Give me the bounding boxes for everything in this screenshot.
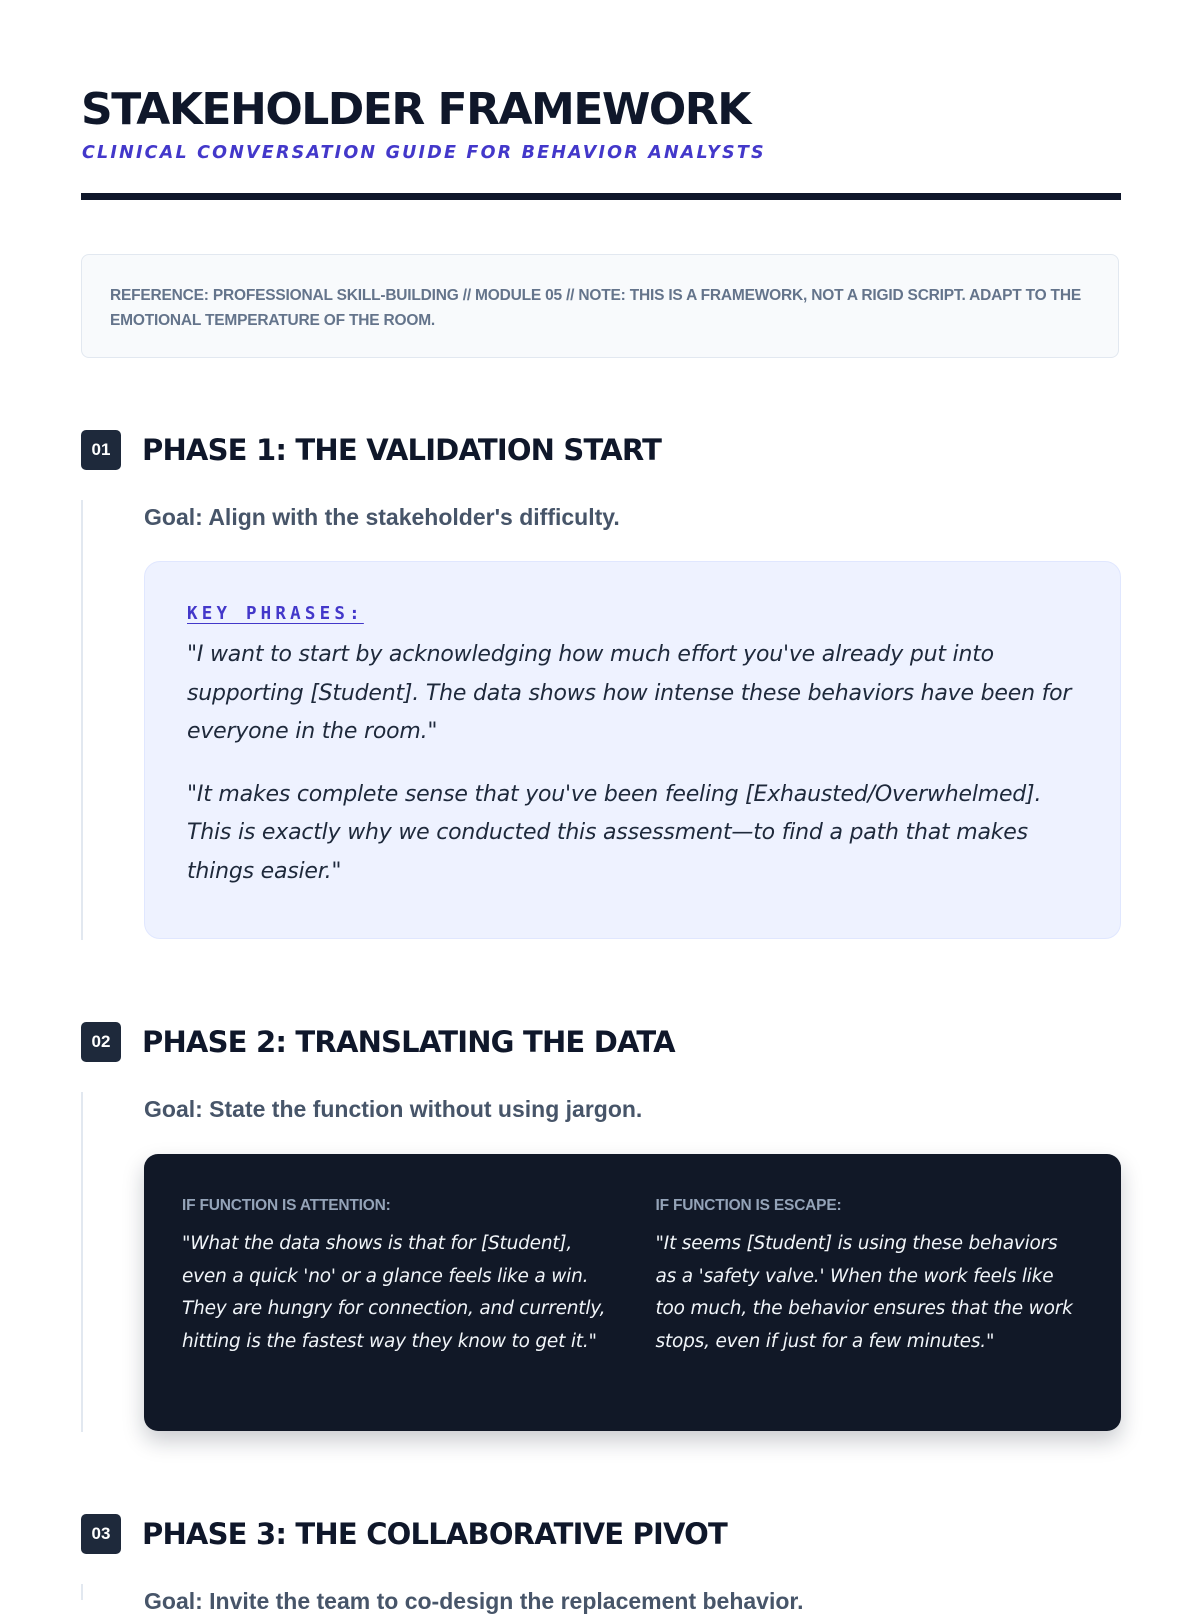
phase-3-goal: Goal: Invite the team to co-design the replacement behavior. — [144, 1588, 804, 1614]
key-phrases-card — [144, 561, 1121, 939]
phase-2-goal: Goal: State the function without using jargon. — [144, 1096, 643, 1122]
key-phrase-quote: "I want to start by acknowledging how much effort you've already put into supporting [Student]. The data shows how intense these behaviors have been for everyone in the room." — [187, 642, 1072, 744]
phase-1-title: PHASE 1: THE VALIDATION START — [142, 433, 662, 467]
function-attention-quote: "What the data shows is that for [Student], even a quick 'no' or a glance feels like a win. They are hungry for connection, and currently, hitting is the fastest way they know to get it." — [182, 1233, 606, 1352]
phase-1-goal: Goal: Align with the stakeholder's difficulty. — [144, 504, 620, 530]
document-title: STAKEHOLDER FRAMEWORK — [81, 84, 750, 135]
phase-3-accent-line — [81, 1584, 83, 1600]
phase-3-header — [81, 1514, 727, 1554]
header-divider — [81, 193, 1121, 200]
phase-3-number-badge: 03 — [81, 1514, 121, 1554]
function-escape-column — [656, 1196, 1084, 1431]
phase-3-title: PHASE 3: THE COLLABORATIVE PIVOT — [142, 1517, 727, 1551]
phase-1-accent-line — [81, 500, 83, 940]
phase-1-header — [81, 430, 661, 470]
phase-2-title: PHASE 2: TRANSLATING THE DATA — [142, 1025, 675, 1059]
function-escape-label: IF FUNCTION IS ESCAPE: — [655, 1197, 842, 1214]
function-escape-quote: "It seems [Student] is using these behaviors as a 'safety valve.' When the work feels like too much, the behavior ensures that the work stops, even if just for a few minutes." — [655, 1233, 1073, 1352]
document-subtitle: CLINICAL CONVERSATION GUIDE FOR BEHAVIOR ANALYSTS — [82, 143, 766, 163]
reference-note — [81, 254, 1119, 358]
key-phrases-label: KEY PHRASES: — [187, 604, 364, 624]
key-phrase-quote: "It makes complete sense that you've been feeling [Exhausted/Overwhelmed]. This is exactly why we conducted this assessment—to find a path that makes things easier." — [187, 781, 1042, 884]
phase-2-number-badge: 02 — [81, 1022, 121, 1062]
function-attention-column — [182, 1196, 610, 1431]
phase-1-number-badge: 01 — [81, 430, 121, 470]
function-attention-label: IF FUNCTION IS ATTENTION: — [182, 1197, 391, 1214]
phase-2-accent-line — [81, 1092, 83, 1432]
reference-text: REFERENCE: PROFESSIONAL SKILL-BUILDING // MODULE 05 // NOTE: THIS IS A FRAMEWORK, NOT A RIGID SCRIPT. ADAPT TO THE EMOTIONAL TEMPERATURE OF THE ROOM. — [110, 287, 1081, 329]
function-scripts-card — [144, 1154, 1121, 1431]
phase-2-header — [81, 1022, 675, 1062]
